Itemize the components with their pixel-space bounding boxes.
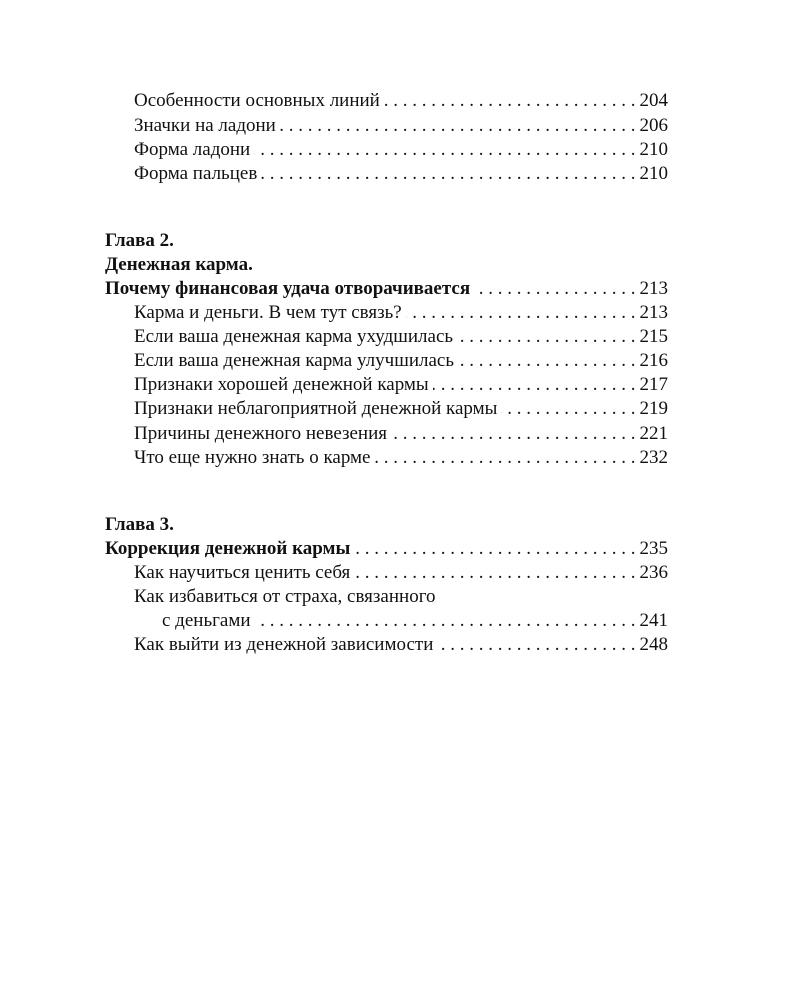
- leader-dots: [458, 349, 635, 373]
- toc-entry-page: 216: [639, 350, 668, 371]
- chapter-3-title: Коррекция денежной кармы: [105, 538, 351, 559]
- toc-entry[interactable]: [134, 162, 668, 186]
- toc-entry-title: Как научиться ценить себя: [134, 562, 351, 583]
- toc-entry[interactable]: [134, 633, 668, 657]
- leader-dots: [457, 325, 635, 349]
- leader-dots: [384, 89, 636, 113]
- toc-entry-title: Форма ладони: [134, 139, 251, 160]
- toc-entry-title: Что еще нужно знать о карме: [134, 447, 371, 468]
- toc-entry[interactable]: [134, 138, 668, 162]
- toc-entry-title: Форма пальцев: [134, 163, 258, 184]
- leader-dots: [433, 373, 636, 397]
- leader-dots: [501, 397, 635, 421]
- toc-entry-title: Признаки неблагоприятной денежной кармы: [134, 398, 498, 419]
- toc-entry-title: Значки на ладони: [134, 115, 276, 136]
- leader-dots: [354, 561, 635, 585]
- toc-entry-title: Карма и деньги. В чем тут связь?: [134, 302, 402, 323]
- toc-entry[interactable]: [134, 373, 668, 397]
- toc-entry-title: Особенности основных линий: [134, 90, 380, 111]
- toc-entry-page: 219: [639, 398, 668, 419]
- toc-entry-page: 217: [639, 374, 668, 395]
- toc-entry[interactable]: [134, 89, 668, 113]
- toc-entry-page: 248: [639, 634, 668, 655]
- leader-dots: [280, 114, 636, 138]
- toc-entry-title-line1[interactable]: Как избавиться от страха, связанного: [134, 586, 436, 607]
- leader-dots: [254, 138, 635, 162]
- toc-entry[interactable]: [134, 446, 668, 470]
- toc-entry[interactable]: [162, 609, 668, 633]
- toc-entry[interactable]: [134, 422, 668, 446]
- leader-dots: [391, 422, 635, 446]
- toc-entry-page: 204: [639, 90, 668, 111]
- leader-dots: [354, 537, 635, 561]
- toc-entry-title: Если ваша денежная карма ухудшилась: [134, 326, 454, 347]
- toc-entry-page: 213: [639, 302, 668, 323]
- chapter-3-label: Глава 3.: [105, 514, 174, 535]
- toc-entry[interactable]: [134, 561, 668, 585]
- chapter-2-subtitle: Почему финансовая удача отворачивается: [105, 278, 471, 299]
- toc-entry[interactable]: [134, 325, 668, 349]
- toc-entry[interactable]: [134, 114, 668, 138]
- chapter-3-page: 235: [639, 538, 668, 559]
- chapter-2-entry[interactable]: [105, 277, 668, 301]
- toc-entry-title: Признаки хорошей денежной кармы: [134, 374, 429, 395]
- chapter-2-label: Глава 2.: [105, 230, 174, 251]
- toc-entry[interactable]: [134, 397, 668, 421]
- leader-dots: [261, 162, 635, 186]
- toc-entry-page: 241: [639, 610, 668, 631]
- toc-entry[interactable]: [134, 349, 668, 373]
- toc-entry-page: 221: [639, 423, 668, 444]
- leader-dots: [255, 609, 636, 633]
- toc-entry-page: 210: [639, 139, 668, 160]
- toc-entry-title-line2: с деньгами: [162, 610, 251, 631]
- leader-dots: [406, 301, 636, 325]
- leader-dots: [474, 277, 635, 301]
- toc-entry-page: 236: [639, 562, 668, 583]
- chapter-2-title: Денежная карма.: [105, 254, 253, 275]
- toc-entry-page: 206: [639, 115, 668, 136]
- toc-entry[interactable]: [134, 301, 668, 325]
- toc-entry-page: 215: [639, 326, 668, 347]
- toc-entry-title: Как выйти из денежной зависимости: [134, 634, 434, 655]
- leader-dots: [437, 633, 635, 657]
- chapter-2-page: 213: [639, 278, 668, 299]
- chapter-3-entry[interactable]: [105, 537, 668, 561]
- toc-entry-title: Если ваша денежная карма улучшилась: [134, 350, 455, 371]
- toc-entry-page: 232: [639, 447, 668, 468]
- toc-entry-title: Причины денежного невезения: [134, 423, 388, 444]
- leader-dots: [375, 446, 636, 470]
- toc-entry-page: 210: [639, 163, 668, 184]
